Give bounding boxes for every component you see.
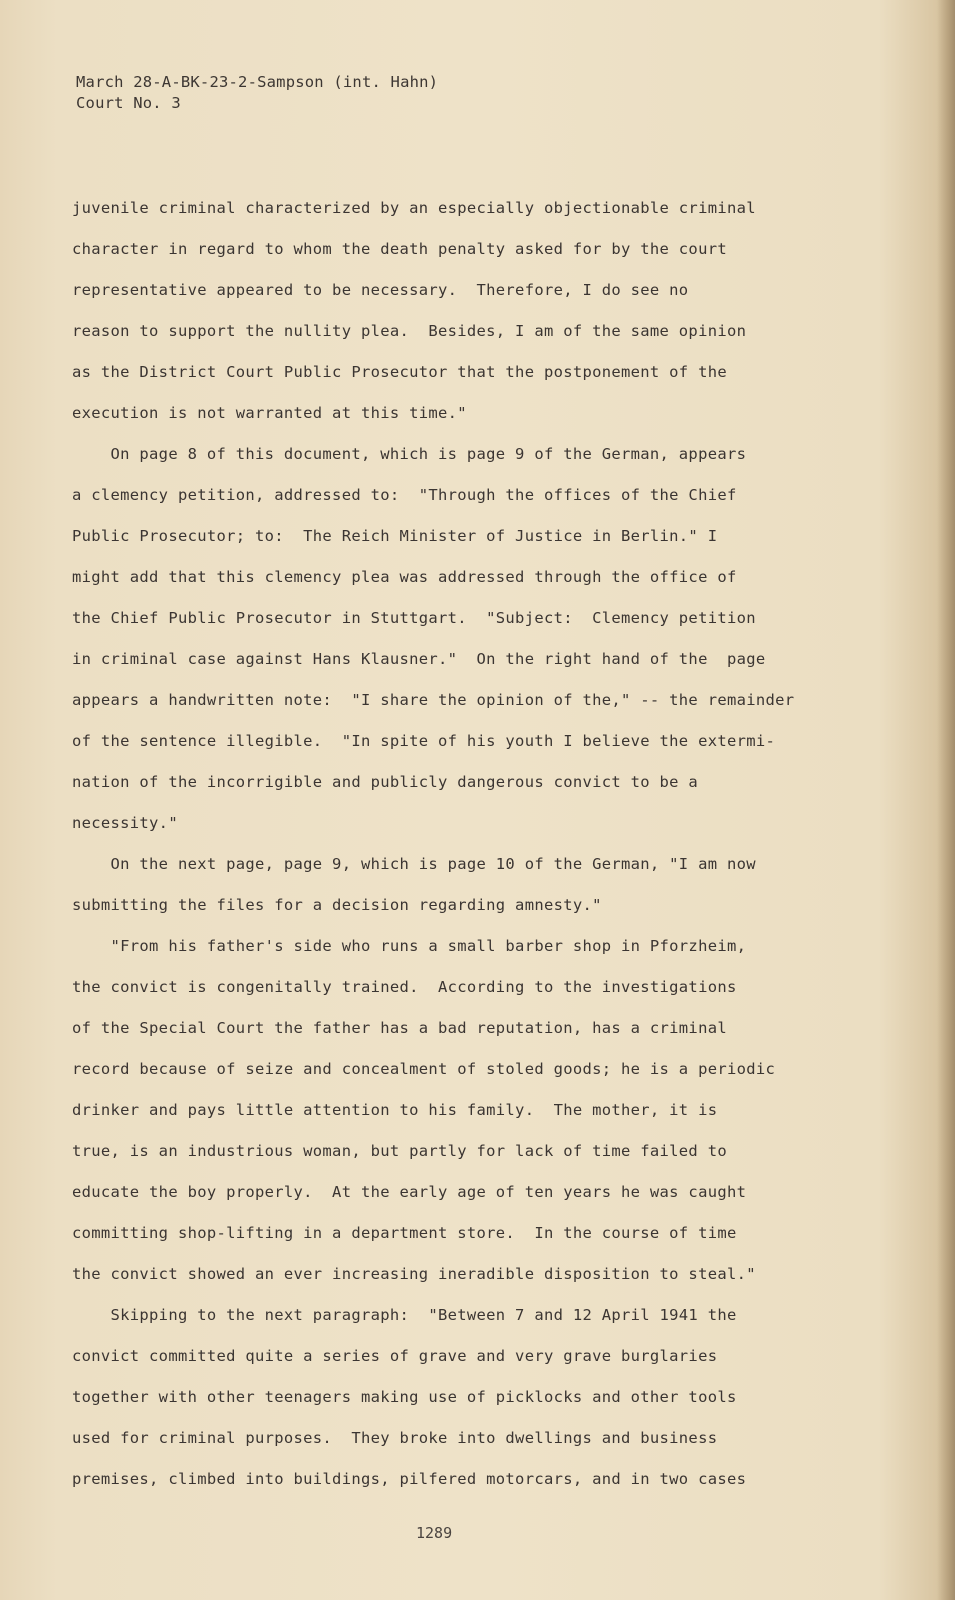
document-body: [72, 198, 872, 1510]
body-line: character in regard to whom the death penalty asked for by the court: [72, 240, 727, 258]
body-line: necessity.": [72, 814, 178, 832]
body-line: committing shop-lifting in a department store. In the course of time: [72, 1224, 737, 1242]
body-line: nation of the incorrigible and publicly dangerous convict to be a: [72, 773, 699, 791]
body-line: execution is not warranted at this time.": [72, 404, 467, 422]
body-line: premises, climbed into buildings, pilfered motorcars, and in two cases: [72, 1470, 747, 1488]
page-number: 1289: [416, 1524, 453, 1542]
body-line: On page 8 of this document, which is page 9 of the German, appears: [72, 445, 747, 463]
body-line: true, is an industrious woman, but partly for lack of time failed to: [72, 1142, 727, 1160]
body-line: reason to support the nullity plea. Besides, I am of the same opinion: [72, 322, 747, 340]
body-line: "From his father's side who runs a small barber shop in Pforzheim,: [72, 937, 747, 955]
page-edge-shadow: [937, 0, 955, 1600]
body-line: On the next page, page 9, which is page 10 of the German, "I am now: [72, 855, 756, 873]
header-reference-line: March 28-A-BK-23-2-Sampson (int. Hahn): [76, 73, 439, 91]
document-header: [76, 72, 438, 114]
body-line: appears a handwritten note: "I share the opinion of the," -- the remainder: [72, 691, 795, 709]
body-line: the Chief Public Prosecutor in Stuttgart. "Subject: Clemency petition: [72, 609, 756, 627]
body-line: a clemency petition, addressed to: "Through the offices of the Chief: [72, 486, 737, 504]
body-line: record because of seize and concealment of stoled goods; he is a periodic: [72, 1060, 776, 1078]
body-line: of the Special Court the father has a bad reputation, has a criminal: [72, 1019, 727, 1037]
body-line: together with other teenagers making use of picklocks and other tools: [72, 1388, 737, 1406]
body-line: as the District Court Public Prosecutor that the postponement of the: [72, 363, 727, 381]
body-line: Public Prosecutor; to: The Reich Minister of Justice in Berlin." I: [72, 527, 718, 545]
body-line: in criminal case against Hans Klausner." On the right hand of the page: [72, 650, 766, 668]
body-line: submitting the files for a decision regarding amnesty.": [72, 896, 602, 914]
body-line: used for criminal purposes. They broke into dwellings and business: [72, 1429, 718, 1447]
header-court-line: Court No. 3: [76, 94, 181, 112]
body-line: might add that this clemency plea was addressed through the office of: [72, 568, 737, 586]
body-line: the convict showed an ever increasing ineradible disposition to steal.": [72, 1265, 756, 1283]
body-line: convict committed quite a series of grave and very grave burglaries: [72, 1347, 718, 1365]
body-line: educate the boy properly. At the early age of ten years he was caught: [72, 1183, 747, 1201]
body-line: juvenile criminal characterized by an especially objectionable criminal: [72, 199, 756, 217]
body-line: the convict is congenitally trained. According to the investigations: [72, 978, 737, 996]
body-line: representative appeared to be necessary. Therefore, I do see no: [72, 281, 689, 299]
body-line: of the sentence illegible. "In spite of his youth I believe the extermi-: [72, 732, 776, 750]
body-line: drinker and pays little attention to his family. The mother, it is: [72, 1101, 718, 1119]
body-line: Skipping to the next paragraph: "Between 7 and 12 April 1941 the: [72, 1306, 737, 1324]
